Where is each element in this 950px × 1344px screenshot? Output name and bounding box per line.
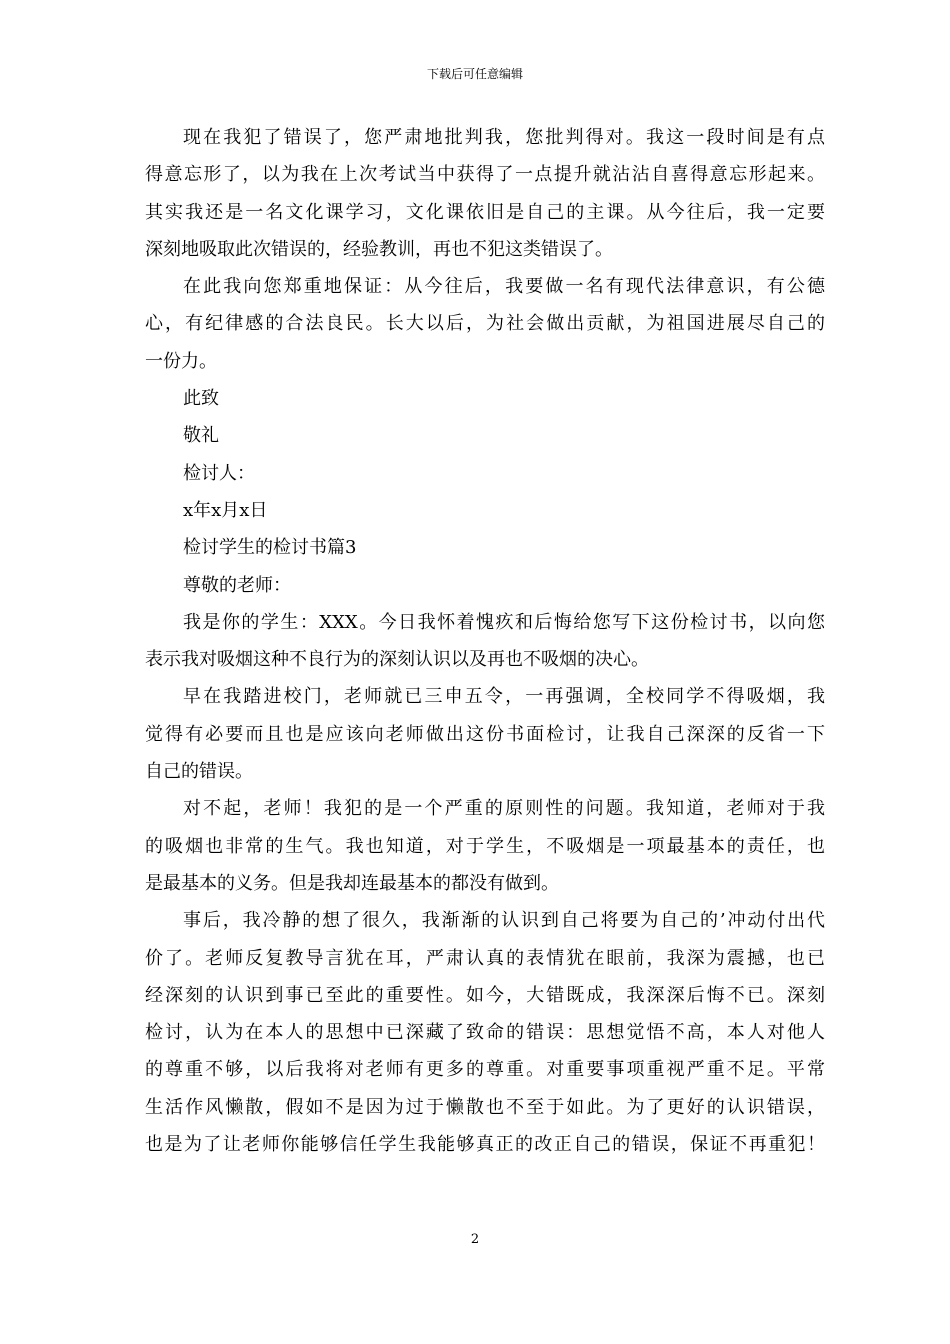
text-line: 觉得有必要而且也是应该向老师做出这份书面检讨，让我自己深深的反省一下 [145,723,825,745]
document-body [145,119,825,1163]
text-line: 生活作风懒散，假如不是因为过于懒散也不至于如此。为了更好的认识错误， [145,1096,825,1118]
text-line: 现在我犯了错误了，您严肃地批判我，您批判得对。我这一段时间是有点 [183,127,825,148]
text-line: 价了。老师反复教导言犹在耳，严肃认真的表情犹在眼前，我深为震撼，也已 [145,947,825,969]
text-line: 是最基本的义务。但是我却连最基本的都没有做到。 [145,872,559,894]
text-line: 的尊重不够，以后我将对老师有更多的尊重。对重要事项重视严重不足。平常 [145,1059,825,1081]
text-line: 在此我向您郑重地保证：从今往后，我要做一名有现代法律意识，有公德 [183,276,825,298]
text-line: 深刻地吸取此次错误的，经验教训，再也不犯这类错误了。 [145,238,613,260]
closing-line: 此致 [183,388,219,410]
text-line: 得意忘形了，以为我在上次考试当中获得了一点提升就沾沾自喜得意忘形起来。 [145,164,825,186]
salutation: 尊敬的老师： [183,574,291,596]
text-line: 也是为了让老师你能够信任学生我能够真正的改正自己的错误，保证不再重犯！ [145,1134,825,1156]
text-line: 经深刻的认识到事已至此的重要性。如今，大错既成，我深深后悔不已。深刻 [145,984,825,1006]
section-title: 检讨学生的检讨书篇3 [183,537,357,559]
closing-line: 敬礼 [183,425,219,447]
text-line: 的吸烟也非常的生气。我也知道，对于学生，不吸烟是一项最基本的责任，也 [145,835,825,857]
text-line: 检讨，认为在本人的思想中已深藏了致命的错误：思想觉悟不高，本人对他人 [145,1022,825,1044]
text-line: 早在我踏进校门，老师就已三申五令，一再强调，全校同学不得吸烟，我 [183,686,825,708]
text-line: 一份力。 [145,350,217,372]
text-line: 事后，我冷静的想了很久，我渐渐的认识到自己将要为自己的’冲动付出代 [183,910,825,932]
signature-label: 检讨人： [183,462,255,484]
text-line: 表示我对吸烟这种不良行为的深刻认识以及再也不吸烟的决心。 [145,649,649,671]
date-line: x年x月x日 [183,499,268,521]
text-line: 其实我还是一名文化课学习，文化课依旧是自己的主课。从今往后，我一定要 [145,201,825,223]
text-line: 我是你的学生：XXX。今日我怀着愧疚和后悔给您写下这份检讨书，以向您 [183,611,825,633]
text-line: 心，有纪律感的合法良民。长大以后，为社会做出贡献，为祖国进展尽自己的 [145,313,825,335]
page-header: 下载后可任意编辑 [426,67,523,81]
text-line: 对不起，老师！我犯的是一个严重的原则性的问题。我知道，老师对于我 [183,798,825,820]
text-line: 自己的错误。 [145,761,253,783]
page-number: 2 [470,1232,480,1247]
